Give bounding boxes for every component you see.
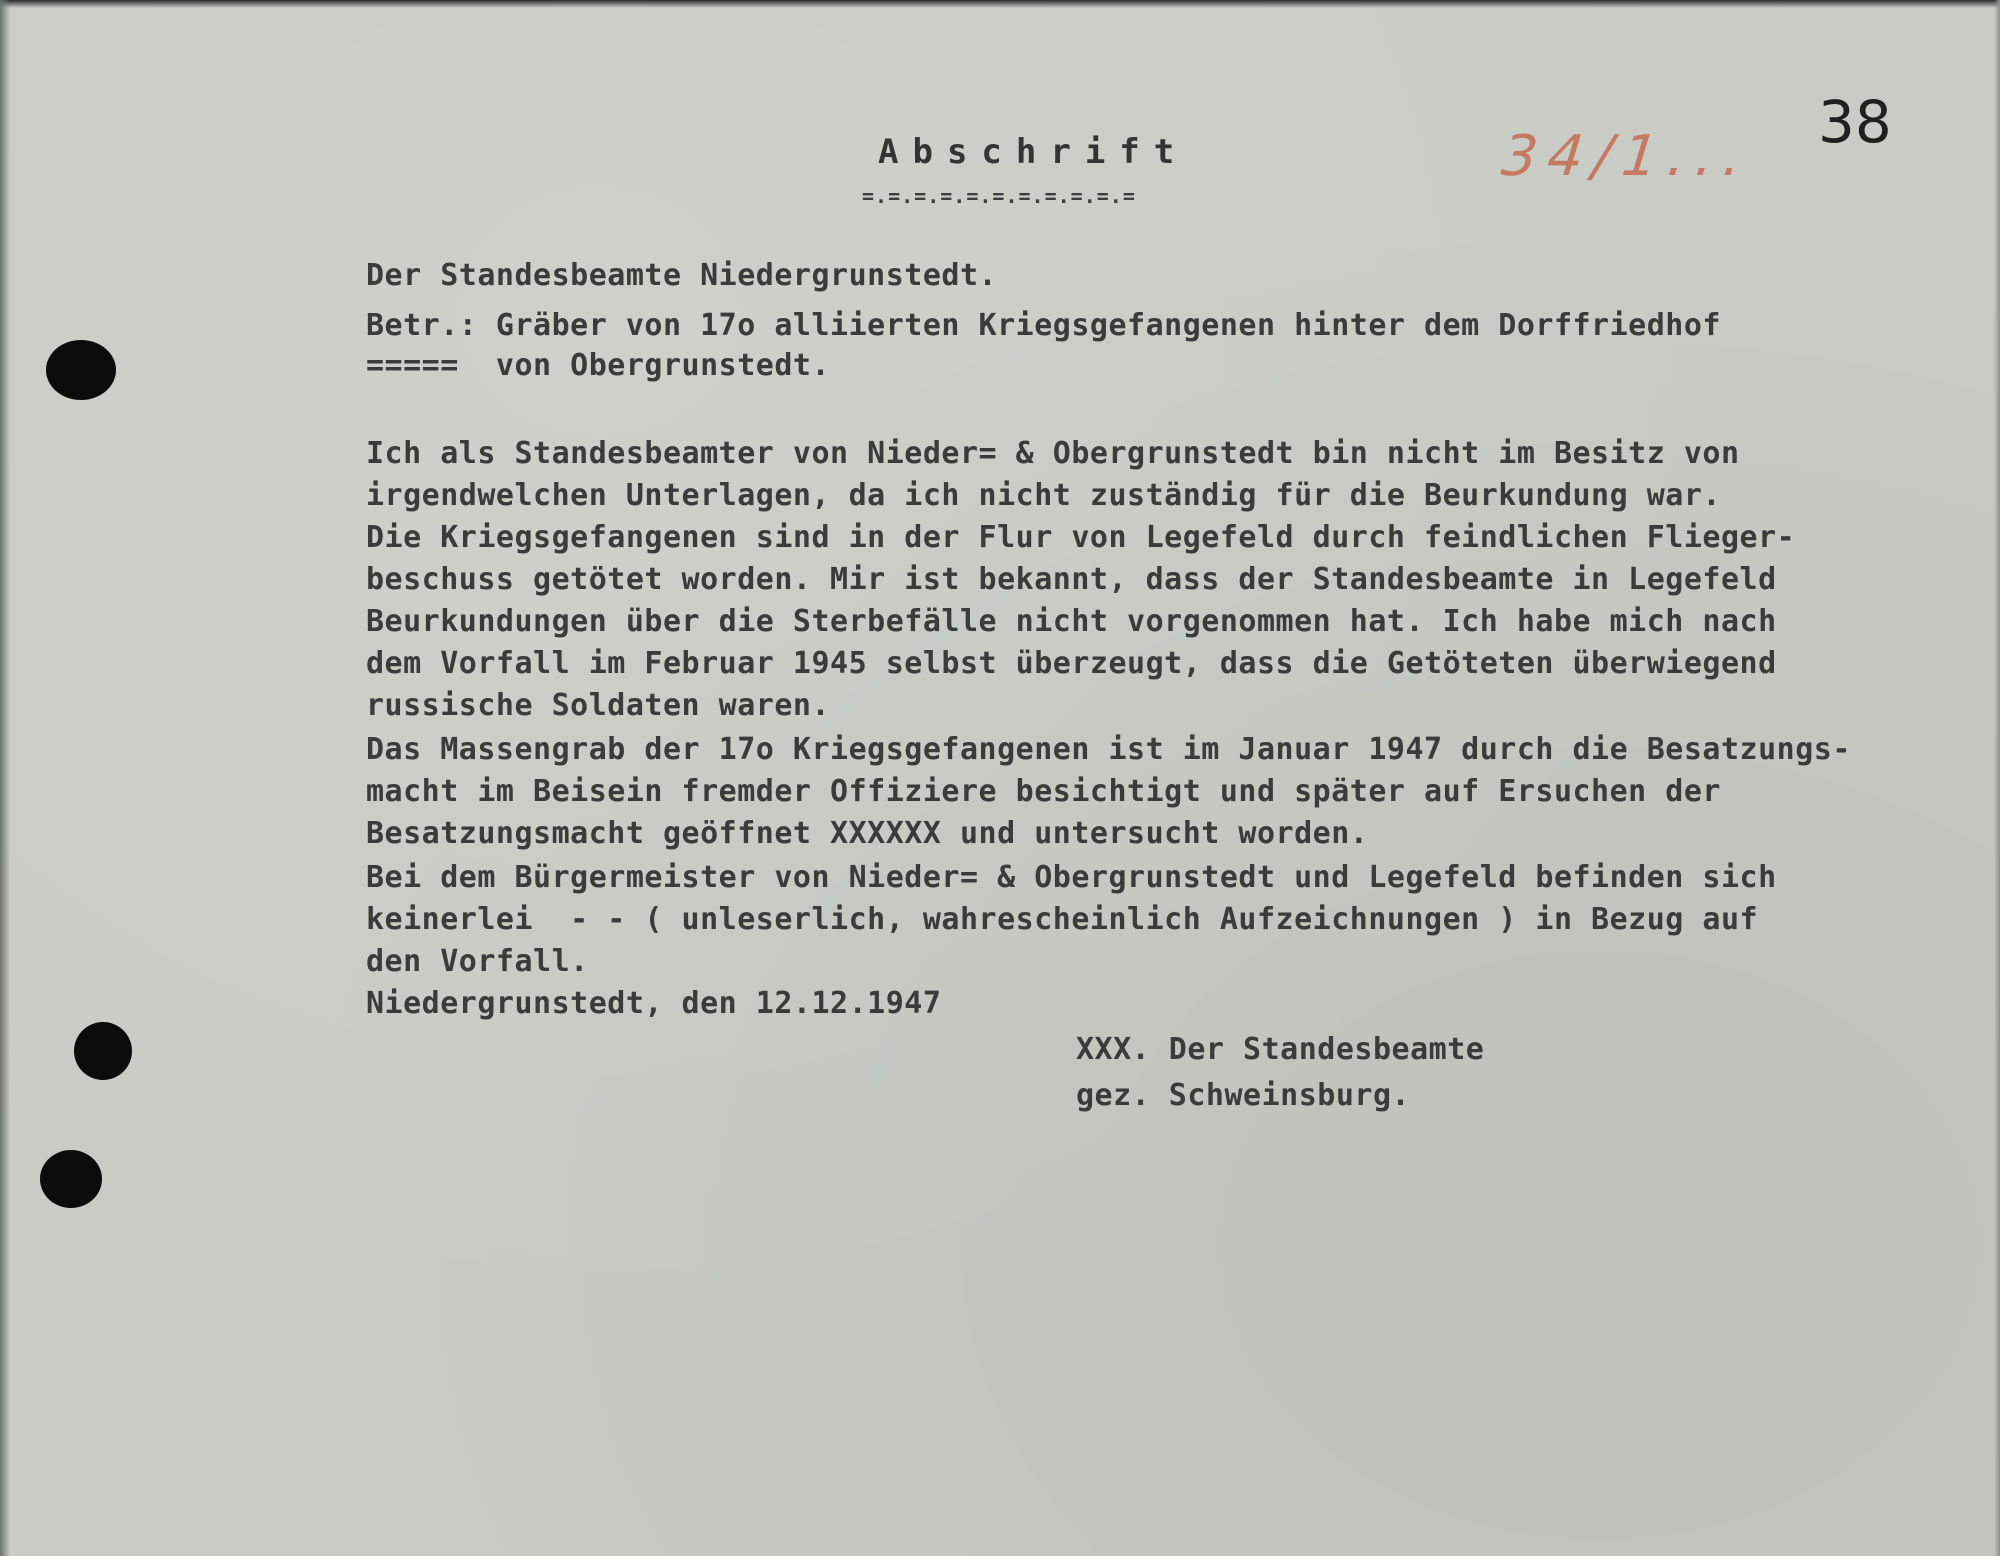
body-line: beschuss getötet worden. Mir ist bekannt, dass der Standesbeamte in Legefeld — [366, 562, 1777, 597]
signature-name: gez. Schweinsburg. — [1076, 1078, 1411, 1113]
handwritten-reference-number: 34/1... — [1498, 124, 1755, 189]
body-line: dem Vorfall im Februar 1945 selbst überzeugt, dass die Getöteten überwiegend — [366, 646, 1777, 681]
body-line: den Vorfall. — [366, 944, 589, 979]
date-line: Niedergrunstedt, den 12.12.1947 — [366, 986, 942, 1021]
body-line: irgendwelchen Unterlagen, da ich nicht zuständig für die Beurkundung war. — [366, 478, 1721, 513]
page-right-edge — [1994, 0, 2000, 1556]
title-underline: =.=.=.=.=.=.=.=.=.=.= — [862, 184, 1136, 208]
subject-line: Betr.: Gräber von 17o alliierten Kriegsgefangenen hinter dem Dorffriedhof — [366, 308, 1721, 343]
body-line: macht im Beisein fremder Offiziere besichtigt und später auf Ersuchen der — [366, 774, 1721, 809]
handwritten-page-number: 38 — [1818, 88, 1892, 156]
body-line: Beurkundungen über die Sterbefälle nicht vorgenommen hat. Ich habe mich nach — [366, 604, 1777, 639]
punch-hole-bottom — [40, 1150, 102, 1208]
body-line: Die Kriegsgefangenen sind in der Flur von Legefeld durch feindlichen Flieger- — [366, 520, 1796, 555]
body-line: Ich als Standesbeamter von Nieder= & Obergrunstedt bin nicht im Besitz von — [366, 436, 1740, 471]
page-top-edge — [0, 0, 2000, 8]
body-line: Das Massengrab der 17o Kriegsgefangenen ist im Januar 1947 durch die Besatzungs- — [366, 732, 1851, 767]
body-line: Besatzungsmacht geöffnet XXXXXX und untersucht worden. — [366, 816, 1369, 851]
page-left-edge — [0, 0, 10, 1556]
sender-line: Der Standesbeamte Niedergrunstedt. — [366, 258, 998, 293]
body-line: russische Soldaten waren. — [366, 688, 831, 723]
body-line: Bei dem Bürgermeister von Nieder= & Obergrunstedt und Legefeld befinden sich — [366, 860, 1777, 895]
signature-title: XXX. Der Standesbeamte — [1076, 1032, 1485, 1067]
punch-hole-top — [46, 340, 116, 400]
subject-continuation-line: ===== von Obergrunstedt. — [366, 348, 831, 383]
punch-hole-middle — [74, 1022, 132, 1080]
body-line: keinerlei - - ( unleserlich, wahrescheinlich Aufzeichnungen ) in Bezug auf — [366, 902, 1759, 937]
document-title: Abschrift — [878, 132, 1189, 172]
